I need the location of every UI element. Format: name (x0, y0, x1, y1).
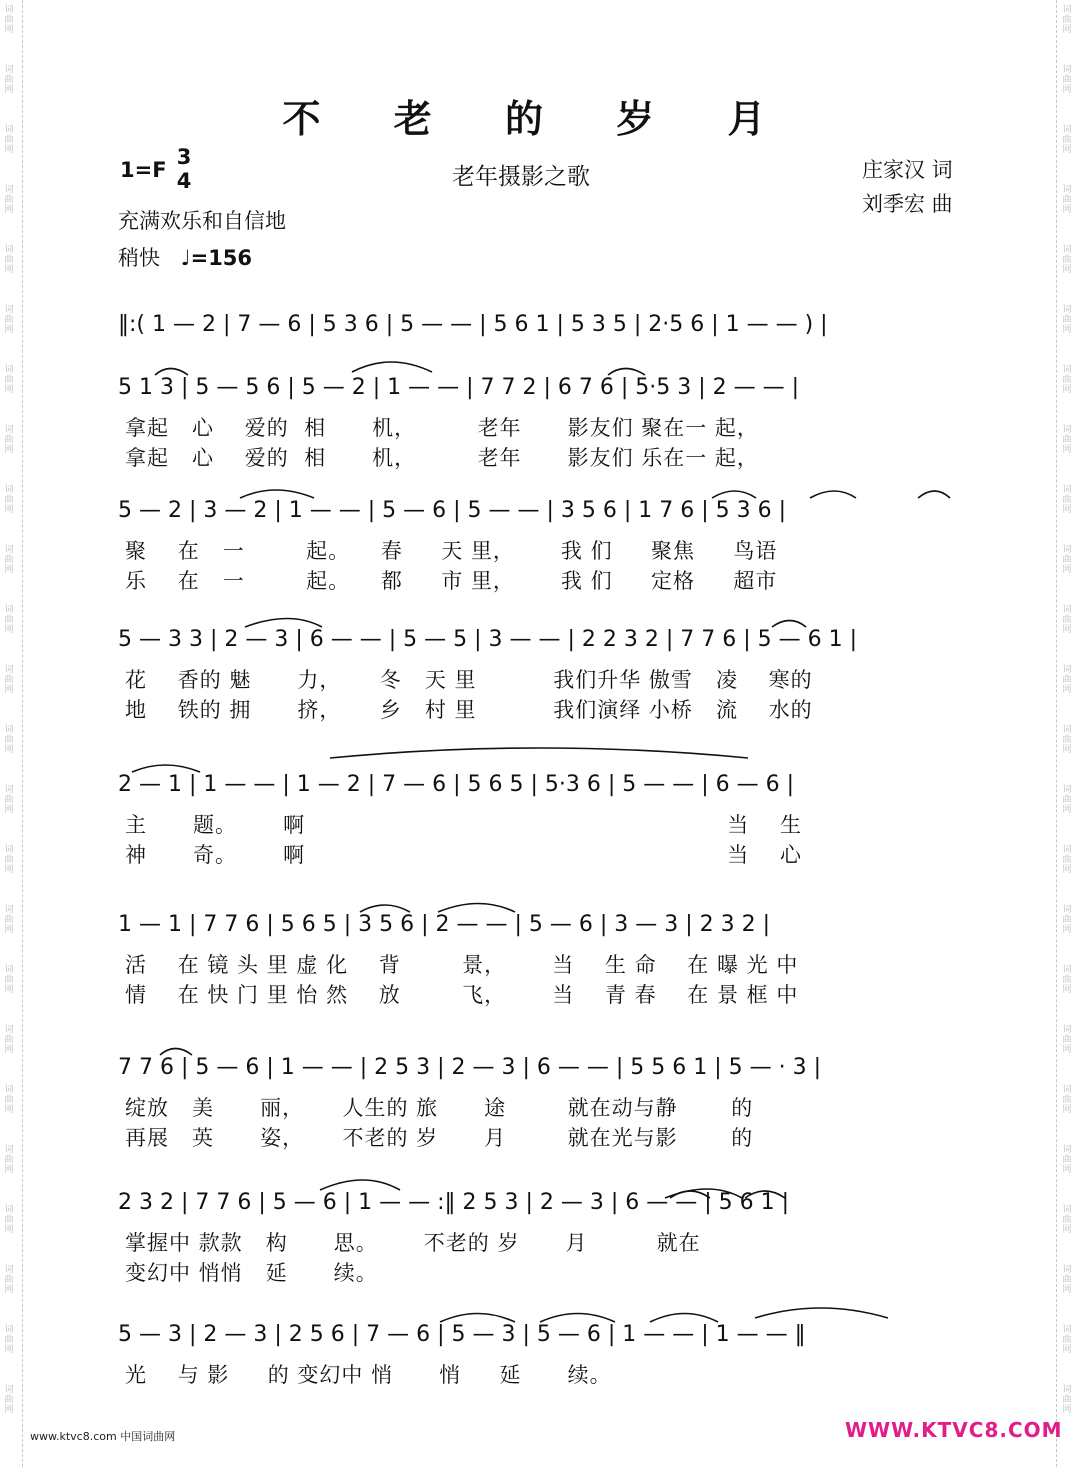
side-watermark-text: 词 曲 网 (4, 245, 14, 275)
side-watermark-text: 词 曲 网 (1062, 1205, 1072, 1235)
side-watermark-text: 词 曲 网 (1062, 365, 1072, 395)
side-watermark-text: 词 曲 网 (1062, 965, 1072, 995)
lyric-verse-1: 主 题。 啊 当 生 (125, 813, 802, 837)
footer-logo: WWW.KTVC8.COM (845, 1418, 1063, 1442)
side-watermark-text: 词 曲 网 (4, 1025, 14, 1055)
side-watermark-text: 词 曲 网 (1062, 1085, 1072, 1115)
side-watermark-text: 词 曲 网 (1062, 785, 1072, 815)
side-watermark-text: 词 曲 网 (1062, 725, 1072, 755)
notation-line: 5 1 3 | 5 — 5 6 | 5 — 2 | 1 — — | 7 7 2 | 6 7 6 | 5·5 3 | 2 — — | (118, 375, 800, 400)
time-top: 3 (176, 145, 192, 169)
notation-line: 5 — 3 | 2 — 3 | 2 5 6 | 7 — 6 | 5 — 3 | 5 — 6 | 1 — — | 1 — — ‖ (118, 1322, 806, 1347)
side-watermark-text: 词 曲 网 (4, 965, 14, 995)
side-watermark-text: 词 曲 网 (4, 425, 14, 455)
side-watermark-text: 词 曲 网 (1062, 905, 1072, 935)
side-watermark-text: 词 曲 网 (4, 725, 14, 755)
notation-line: 5 — 3 3 | 2 — 3 | 6 — — | 5 — 5 | 3 — — | 2 2 3 2 | 7 7 6 | 5 — 6 1 | (118, 627, 858, 652)
lyric-verse-2: 情 在 快 门 里 怡 然 放 飞， 当 青 春 在 景 框 中 (125, 983, 799, 1007)
side-watermark-text: 词 曲 网 (4, 125, 14, 155)
side-watermark-text: 词 曲 网 (1062, 125, 1072, 155)
song-title: 不 老 的 岁 月 (282, 96, 796, 141)
lyric-verse-1: 聚 在 一 起。 春 天 里， 我 们 聚焦 鸟语 (125, 539, 778, 563)
lyric-verse-1: 花 香的 魅 力， 冬 天 里 我们升华 傲雪 凌 寒的 (125, 668, 813, 692)
side-watermark-text: 词 曲 网 (1062, 425, 1072, 455)
footer-site-text: www.ktvc8.com 中国词曲网 (30, 1430, 176, 1443)
side-watermark-text: 词 曲 网 (4, 1085, 14, 1115)
side-watermark-text: 词 曲 网 (4, 1385, 14, 1415)
side-watermark-text: 词 曲 网 (1062, 845, 1072, 875)
lyric-verse-1: 掌握中 款款 构 思。 不老的 岁 月 就在 (125, 1231, 701, 1255)
expression-mark: 充满欢乐和自信地 (118, 209, 286, 233)
side-watermark-text: 词 曲 网 (1062, 185, 1072, 215)
side-watermark-text: 词 曲 网 (4, 1265, 14, 1295)
time-bottom: 4 (176, 169, 192, 193)
lyric-verse-2: 乐 在 一 起。 都 市 里， 我 们 定格 超市 (125, 569, 778, 593)
lyric-verse-1: 光 与 影 的 变幻中 悄 悄 延 续。 (125, 1363, 612, 1387)
side-watermark-text: 词 曲 网 (1062, 305, 1072, 335)
lyric-verse-1: 绽放 美 丽， 人生的 旅 途 就在动与静 的 (125, 1096, 754, 1120)
notation-line: 2 3 2 | 7 7 6 | 5 — 6 | 1 — — :‖ 2 5 3 | 2 — 3 | 6 — — | 5 6 1 | (118, 1190, 790, 1215)
side-watermark-text: 词 曲 网 (4, 1145, 14, 1175)
side-watermark-text: 词 曲 网 (1062, 605, 1072, 635)
side-watermark-text: 词 曲 网 (1062, 485, 1072, 515)
subtitle: 老年摄影之歌 (452, 164, 590, 190)
side-watermark-text: 词 曲 网 (4, 485, 14, 515)
side-watermark-text: 词 曲 网 (1062, 1145, 1072, 1175)
tempo-value: =156 (190, 246, 253, 270)
lyric-verse-2: 变幻中 悄悄 延 续。 (125, 1261, 378, 1285)
key-signature: 1=F (120, 158, 167, 182)
lyric-verse-1: 活 在 镜 头 里 虚 化 背 景， 当 生 命 在 曝 光 中 (125, 953, 799, 977)
side-watermark-text: 词 曲 网 (1062, 1265, 1072, 1295)
notation-line: 7 7 6 | 5 — 6 | 1 — — | 2 5 3 | 2 — 3 | 6 — — | 5 5 6 1 | 5 — · 3 | (118, 1055, 822, 1080)
side-watermark-text: 词 曲 网 (4, 5, 14, 35)
side-watermark-text: 词 曲 网 (1062, 245, 1072, 275)
side-watermark-text: 词 曲 网 (1062, 665, 1072, 695)
side-watermark-text: 词 曲 网 (4, 665, 14, 695)
side-watermark-text: 词 曲 网 (4, 905, 14, 935)
lyric-verse-2: 地 铁的 拥 挤， 乡 村 里 我们演绎 小桥 流 水的 (125, 698, 813, 722)
side-watermark-text: 词 曲 网 (1062, 5, 1072, 35)
composer: 刘季宏 曲 (862, 192, 953, 216)
side-watermark-text: 词 曲 网 (1062, 65, 1072, 95)
side-watermark-text: 词 曲 网 (4, 545, 14, 575)
side-watermark-text: 词 曲 网 (1062, 1025, 1072, 1055)
lyric-verse-2: 再展 英 姿， 不老的 岁 月 就在光与影 的 (125, 1126, 754, 1150)
side-watermark-text: 词 曲 网 (1062, 1385, 1072, 1415)
side-watermark-text: 词 曲 网 (4, 1325, 14, 1355)
side-watermark-text: 词 曲 网 (4, 605, 14, 635)
side-watermark-text: 词 曲 网 (4, 785, 14, 815)
side-watermark-text: 词 曲 网 (4, 305, 14, 335)
side-watermark-text: 词 曲 网 (4, 845, 14, 875)
quarter-note-icon: ♩ (180, 246, 191, 270)
lyric-verse-2: 神 奇。 啊 当 心 (125, 843, 802, 867)
notation-line: ‖:( 1 — 2 | 7 — 6 | 5 3 6 | 5 — — | 5 6 1 | 5 3 5 | 2·5 6 | 1 — — ) | (118, 312, 828, 337)
side-watermark-text: 词 曲 网 (4, 1205, 14, 1235)
notation-line: 2 — 1 | 1 — — | 1 — 2 | 7 — 6 | 5 6 5 | 5·3 6 | 5 — — | 6 — 6 | (118, 772, 795, 797)
notation-line: 5 — 2 | 3 — 2 | 1 — — | 5 — 6 | 5 — — | 3 5 6 | 1 7 6 | 5 3 6 | (118, 498, 787, 523)
side-watermark-text: 词 曲 网 (4, 185, 14, 215)
lyric-verse-1: 拿起 心 爱的 相 机， 老年 影友们 聚在一 起， (125, 416, 759, 440)
side-watermark-text: 词 曲 网 (4, 65, 14, 95)
tempo-word: 稍快 (118, 246, 160, 270)
lyric-verse-2: 拿起 心 爱的 相 机， 老年 影友们 乐在一 起， (125, 446, 759, 470)
lyricist: 庄家汉 词 (862, 158, 953, 182)
side-watermark-text: 词 曲 网 (1062, 1325, 1072, 1355)
side-watermark-text: 词 曲 网 (4, 365, 14, 395)
notation-line: 1 — 1 | 7 7 6 | 5 6 5 | 3 5 6 | 2 — — | 5 — 6 | 3 — 3 | 2 3 2 | (118, 912, 771, 937)
side-watermark-text: 词 曲 网 (1062, 545, 1072, 575)
